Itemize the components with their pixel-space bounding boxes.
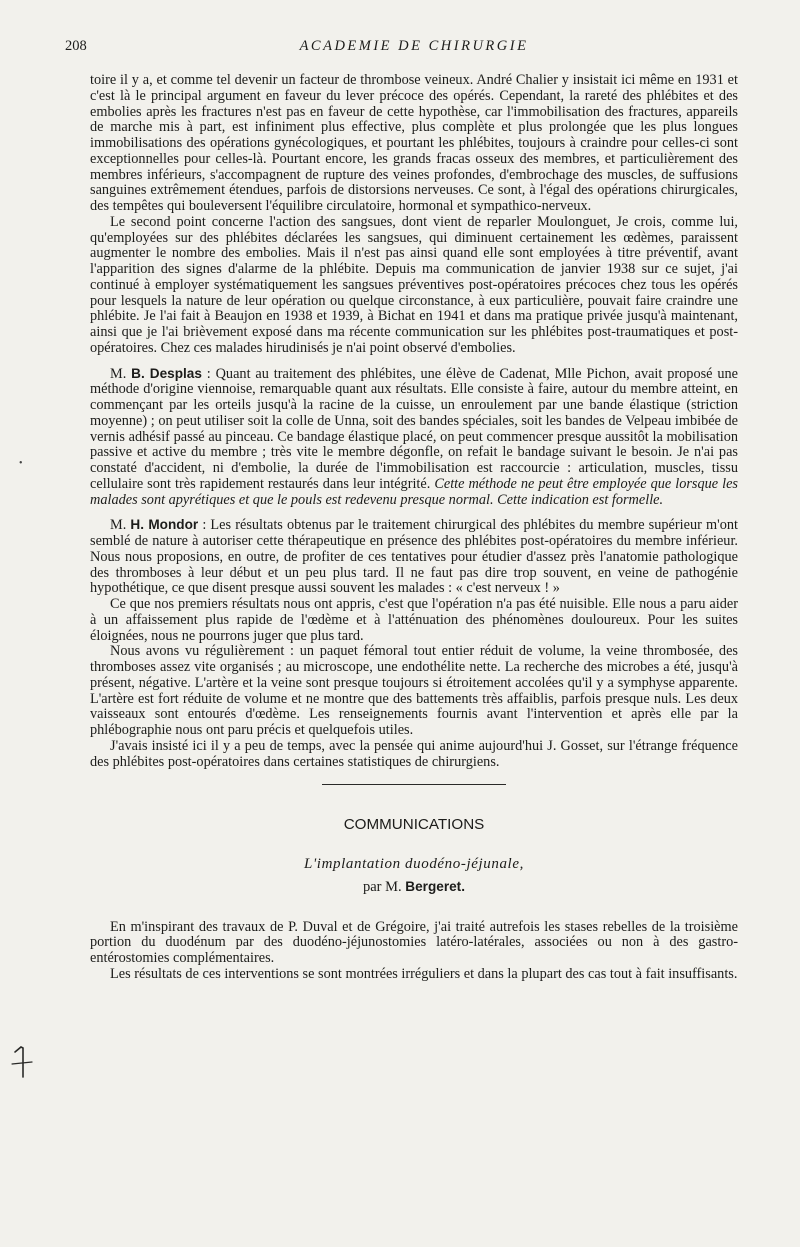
running-title: ACADEMIE DE CHIRURGIE [299, 38, 529, 54]
speaker-name: B. Desplas [131, 365, 202, 381]
article-title: L'implantation duodéno-jéjunale, [304, 856, 524, 872]
paragraph: J'avais insisté ici il y a peu de temps, avec la pensée qui anime aujourd'hui J. Gosset, sur l'étrange fréquence des phlébites post-opératoires dans certaines statistiques de chirurgiens. [90, 737, 738, 770]
speaker-name: H. Mondor [130, 517, 199, 533]
handwritten-margin-mark [8, 1044, 38, 1080]
paragraph: toire il y a, et comme tel devenir un facteur de thrombose veineux. André Chalier y insistait ici même en 1931 et c'est là le principal argument en faveur du lever précoce des opérés. Cependant, la rareté des phlébites et des embolies après les fractures n'est pas en faveur de cette hypothèse, car l'immobilisation des fractures, appareils de marche mis à part, est infiniment plus effective, plus complète et plus prolongée que les plus longues immobilisations des opérations gynécologiques, et pourtant les phlébites, toujours à craindre pour celles-ci sont exceptionnelles pour celles-là. Pourtant encore, les grands fracas osseux des membres, et particulièrement des membres inférieurs, s'accompagnent de rupture des veines profondes, d'embrochage des muscles, de suffusions sanguines extrêmement étendues, parfois de distorsions nerveuses. Ce sont, à l'égal des opérations chirurgicales, des tempêtes qui bouleversent l'équilibre circulatoire, hormonal et sympathico-nerveux. [90, 72, 738, 214]
paragraph: Nous avons vu régulièrement : un paquet fémoral tout entier réduit de volume, la veine thrombosée, des thromboses assez vite organisés ; au microscope, une endothélite nette. La recherche des microbes a été, jusqu'à présent, négative. L'artère et la veine sont presque toujours si étroitement accolées qu'il y a symphyse apparente. L'artère est fort réduite de volume et ne montre que des battements très affaiblis, parfois presque nuls. Les deux vaisseaux sont entourés d'œdème. Les renseignements fournis avant l'intervention et après elle par la phlébographie nous ont paru précis et quelquefois utiles. [90, 643, 738, 738]
article-body [90, 920, 738, 983]
author-name: Bergeret. [405, 878, 465, 894]
page-number: 208 [65, 38, 87, 54]
emphasis-text: Cette méthode ne peut être employée que lorsque les malades sont apyrétiques et que le pouls est redevenu presque normal. Cette indication est formelle. [90, 475, 738, 508]
section-title: COMMUNICATIONS [343, 816, 485, 834]
margin-dot-mark: • [19, 458, 23, 469]
paragraph: Ce que nos premiers résultats nous ont appris, c'est que l'opération n'a pas été nuisible. Elle nous a paru aider à un affaissement plus rapide de l'œdème et à l'atténuation des phénomènes douloureux. Pour les suites éloignées, nous ne pourrons juger que plus tard. [90, 596, 738, 644]
speaker-prefix: M. [110, 365, 132, 382]
page [65, 38, 738, 983]
speaker-prefix: M. [110, 517, 131, 534]
byline-prefix: par M. [363, 878, 406, 895]
paragraph: Les résultats de ces interventions se sont montrées irréguliers et dans la plupart des cas tout à fait insuffisants. [110, 965, 738, 982]
section-divider [322, 784, 506, 785]
byline [90, 879, 738, 896]
speaker-paragraph-mondor [90, 517, 738, 597]
speaker-text: : Quant au traitement des phlébites, une élève de Cadenat, Mlle Pichon, avait proposé une méthode d'origine viennoise, remarquable quant aux résultats. Elle consiste à faire, autour du membre atteint, en commençant par les orteils jusqu'à la racine de la cuisse, un enroulement par une bande élastique (striction moyenne) ; on peut utiliser soit la colle de Unna, soit des bandes spéciales, soit les bandes de Velpeau imbibée de vernis adhésif passé au pinceau. Ce bandage élastique placé, on peut commencer presque aussitôt la mobilisation passive et active du membre ; très vite le membre dégonfle, on refait le bandage suivant le besoin. Je n'ai pas constaté d'accident, ni d'embolie, la durée de l'immobilisation est raccourcie : articulation, muscles, tissu cellulaire sont très rapidement restaurés dans leur intégrité. [90, 365, 738, 492]
page-header [65, 38, 738, 60]
speaker-paragraph-desplas [90, 366, 738, 509]
paragraph: Le second point concerne l'action des sangsues, dont vient de reparler Moulonguet, Je crois, comme lui, qu'employées sur des phlébites déclarées les sangsues, qui diminuent certainement les œdèmes, paraissent augmenter le nombre des embolies. Mais il n'est pas ainsi quand elle sont employées à titre préventif, avant l'apparition des signes d'alarme de la phlébite. Depuis ma communication de janvier 1938 sur ce sujet, j'ai continué à employer systématiquement les sangsues préventives post-opératoires précoces chez tous les opérés pour lesquels la nature de leur opération ou quelque circonstance, à eux particulière, pouvait faire craindre une phlébite. Je l'ai fait à Beaujon en 1938 et 1939, à Bichat en 1941 et dans ma pratique privée jusqu'à maintenant, ainsi que je l'ai brièvement exposé dans ma récente communication sur les phlébites post-traumatiques et post-opératoires. Chez ces malades hirudinisés je n'ai point observé d'embolies. [90, 213, 738, 356]
speaker-text: : Les résultats obtenus par le traitement chirurgical des phlébites du membre supérieur m'ont semblé de nature à autoriser cette thérapeutique en présence des phlébites post-opératoires du membre inférieur. Nous nous proposions, en outre, de profiter de ces tentatives pour étudier d'assez près l'anatomie pathologique des thromboses à leur début et un peu plus tard. Il ne faut pas dire trop souvent, en veine de pathogénie hypothétique, ce que disent presque aussi souvent les malades : « c'est nerveux ! » [90, 517, 738, 597]
paragraph: En m'inspirant des travaux de P. Duval et de Grégoire, j'ai traité autrefois les stases rebelles de la troisième portion du duodénum par des duodéno-jéjunostomies latéro-latérales, associées ou non à des gastro-entérostomies complémentaires. [90, 918, 738, 966]
page-body [90, 73, 738, 983]
